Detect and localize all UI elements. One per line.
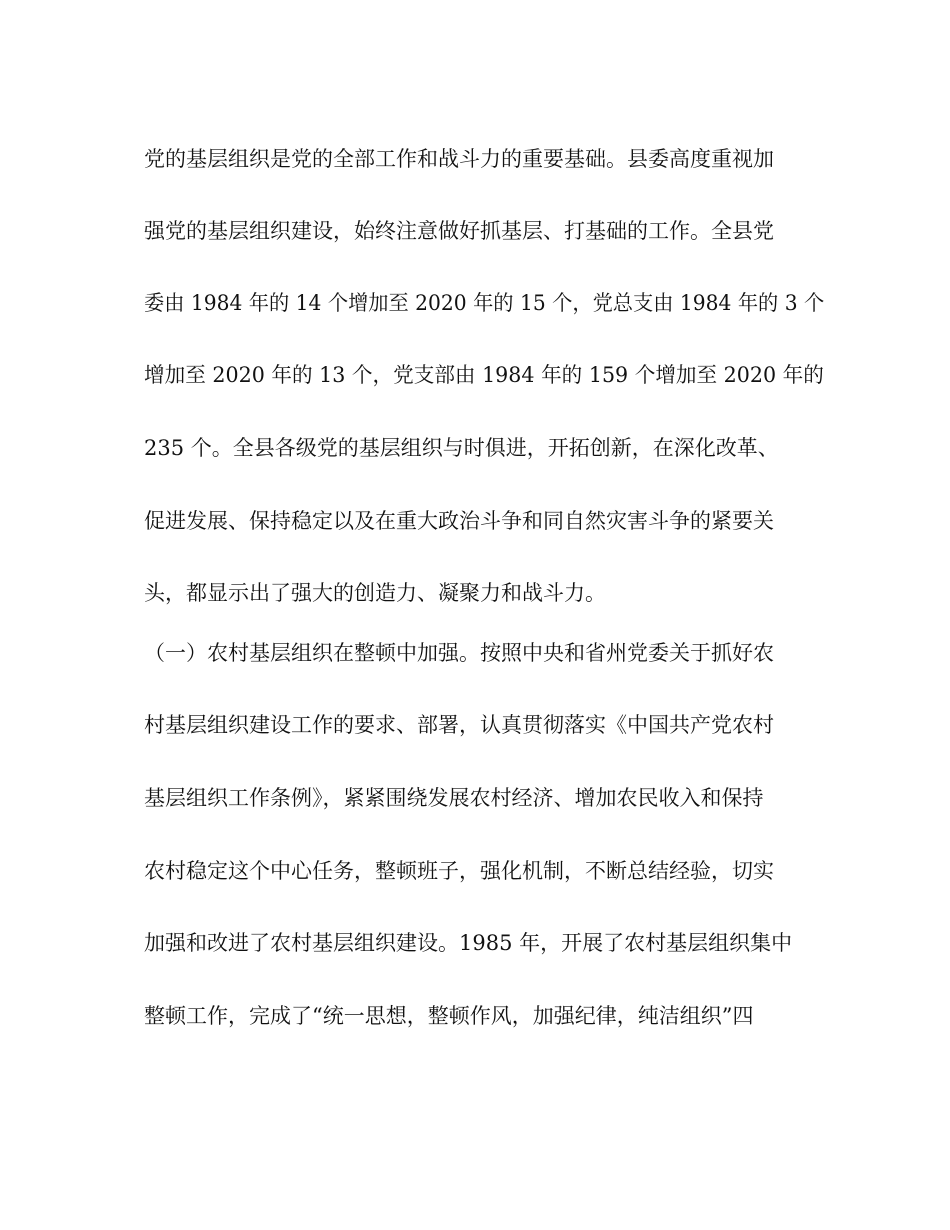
paragraph-1-line-4: 增加至 2020 年的 13 个，党支部由 1984 年的 159 个增加至 2020 年的	[144, 363, 824, 387]
paragraph-2-line-4: 农村稳定这个中心任务，整顿班子，强化机制，不断总结经验，切实	[144, 859, 774, 883]
paragraph-2-line-2: 村基层组织建设工作的要求、部署，认真贯彻落实《中国共产党农村	[144, 713, 774, 737]
paragraph-1-line-5: 235 个。全县各级党的基层组织与时俱进，开拓创新，在深化改革、	[144, 436, 779, 460]
paragraph-1-line-7: 头，都显示出了强大的创造力、凝聚力和战斗力。	[144, 581, 606, 605]
paragraph-2-line-5: 加强和改进了农村基层组织建设。1985 年，开展了农村基层组织集中	[144, 931, 793, 955]
paragraph-1-line-1: 党的基层组织是党的全部工作和战斗力的重要基础。县委高度重视加	[144, 147, 774, 171]
paragraph-1-line-2: 强党的基层组织建设，始终注意做好抓基层、打基础的工作。全县党	[144, 219, 774, 243]
paragraph-2-line-6: 整顿工作，完成了“统一思想，整顿作风，加强纪律，纯洁组织”四	[144, 1004, 754, 1028]
paragraph-1-line-3: 委由 1984 年的 14 个增加至 2020 年的 15 个，党总支由 1984 年的 3 个	[144, 291, 825, 315]
paragraph-2-line-3: 基层组织工作条例》，紧紧围绕发展农村经济、增加农民收入和保持	[144, 786, 764, 810]
paragraph-1-line-6: 促进发展、保持稳定以及在重大政治斗争和同自然灾害斗争的紧要关	[144, 509, 774, 533]
paragraph-2-line-1: （一）农村基层组织在整顿中加强。按照中央和省州党委关于抓好农	[144, 641, 774, 665]
